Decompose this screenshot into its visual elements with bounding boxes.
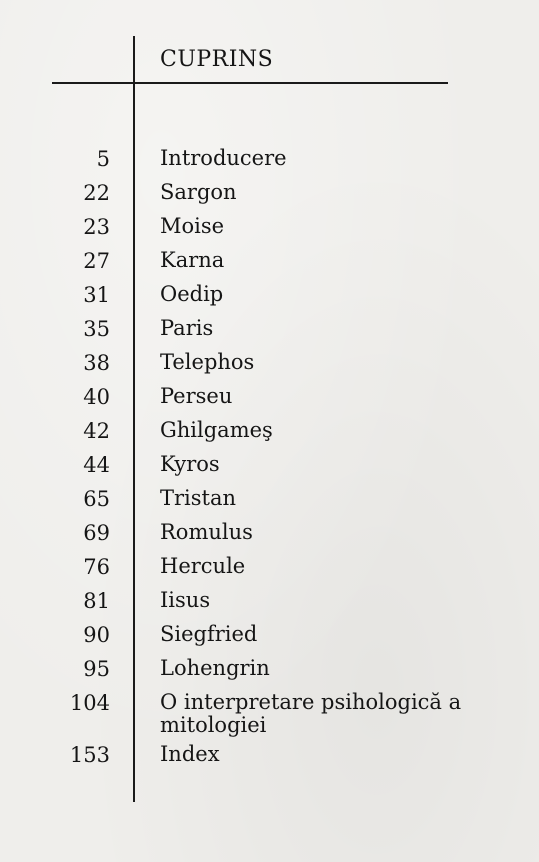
toc-entry bbox=[0, 315, 539, 349]
toc-entry bbox=[0, 281, 539, 315]
toc-entry-title: Kyros bbox=[160, 452, 220, 476]
toc-entry-title: Oedip bbox=[160, 282, 224, 306]
toc-page-number: 95 bbox=[83, 657, 110, 681]
toc-entry bbox=[0, 621, 539, 655]
toc-entry-title: Hercule bbox=[160, 554, 246, 578]
toc-entry bbox=[0, 349, 539, 383]
toc-page-number: 81 bbox=[83, 589, 110, 613]
toc-entry-title: Romulus bbox=[160, 520, 253, 544]
toc-page-number: 22 bbox=[83, 181, 110, 205]
toc-entry-title: Iisus bbox=[160, 588, 211, 612]
toc-entry-title: Tristan bbox=[160, 486, 237, 510]
toc-page-number: 27 bbox=[83, 249, 110, 273]
toc-entry-title: Perseu bbox=[160, 384, 233, 408]
toc-page-number: 35 bbox=[83, 317, 110, 341]
toc-entry bbox=[0, 655, 539, 689]
toc-entry bbox=[0, 247, 539, 281]
toc-page-number: 31 bbox=[83, 283, 110, 307]
toc-entry-title: Karna bbox=[160, 248, 225, 272]
toc-entry bbox=[0, 485, 539, 519]
toc-page-number: 153 bbox=[69, 743, 110, 767]
toc-entry-title: Ghilgameş bbox=[160, 418, 273, 442]
toc-entry bbox=[0, 451, 539, 485]
toc-page-number: 69 bbox=[83, 521, 110, 545]
toc-entry bbox=[0, 383, 539, 417]
toc-page-number: 104 bbox=[69, 691, 110, 715]
toc-entry bbox=[0, 519, 539, 553]
toc-page-number: 38 bbox=[83, 351, 110, 375]
toc-entry bbox=[0, 741, 539, 775]
toc-page-number: 76 bbox=[83, 555, 110, 579]
toc-entry bbox=[0, 417, 539, 451]
heading-underline bbox=[52, 82, 448, 84]
toc-entry-title: Index bbox=[160, 742, 220, 766]
toc-entry bbox=[0, 179, 539, 213]
toc-entry-title: Lohengrin bbox=[160, 656, 270, 680]
toc-entry bbox=[0, 213, 539, 247]
toc-page-number: 23 bbox=[83, 215, 110, 239]
toc-entry bbox=[0, 587, 539, 621]
toc-page-number: 42 bbox=[83, 419, 110, 443]
table-of-contents bbox=[0, 145, 539, 775]
toc-entry-title: Sargon bbox=[160, 180, 237, 204]
toc-entry-title: Siegfried bbox=[160, 622, 258, 646]
toc-entry-title: Paris bbox=[160, 316, 214, 340]
toc-page-number: 44 bbox=[83, 453, 110, 477]
toc-entry-title: Moise bbox=[160, 214, 225, 238]
toc-page-number: 65 bbox=[83, 487, 110, 511]
toc-entry-title: O interpretare psihologică a mitologiei bbox=[160, 690, 462, 737]
toc-page-number: 5 bbox=[96, 147, 110, 171]
toc-page-number: 90 bbox=[83, 623, 110, 647]
toc-entry-title: Telephos bbox=[160, 350, 255, 374]
toc-entry bbox=[0, 553, 539, 587]
page-title: CUPRINS bbox=[160, 47, 274, 72]
toc-entry bbox=[0, 689, 539, 741]
toc-entry bbox=[0, 145, 539, 179]
toc-entry-title: Introducere bbox=[160, 146, 287, 170]
toc-page-number: 40 bbox=[83, 385, 110, 409]
